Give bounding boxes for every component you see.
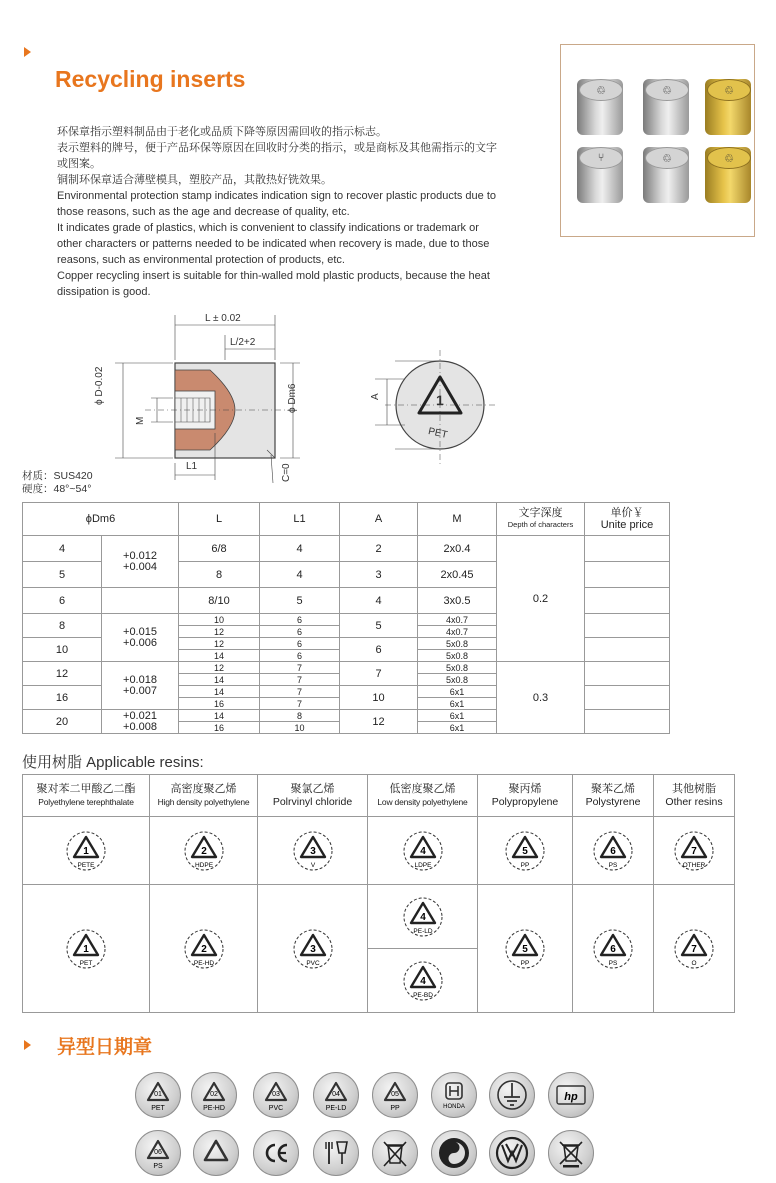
hardness-line: 硬度：48°~54° — [22, 483, 92, 495]
material-line: 材质：SUS420 — [22, 470, 93, 482]
col-header-A: A — [340, 503, 418, 536]
table-row — [23, 536, 670, 562]
cell-d: 20 — [23, 710, 102, 734]
resin-cn: 高密度聚乙烯 — [170, 782, 237, 795]
resin-cn: 低密度聚乙烯 — [389, 782, 456, 795]
resin-en: Low density polyethylene — [377, 796, 468, 807]
resins-table — [22, 774, 735, 1013]
cell-d: 6 — [23, 588, 102, 614]
recycle-symbol-icon — [573, 926, 653, 972]
cell-L1: 7 — [260, 686, 340, 698]
resin-cn: 其他树脂 — [672, 782, 716, 795]
resin-header-pvc — [258, 775, 368, 817]
cell-A: 3 — [340, 562, 418, 588]
cell-price[interactable] — [585, 562, 670, 588]
weee-bin-icon — [372, 1130, 418, 1176]
material-note — [22, 470, 93, 496]
cell-L: 8 — [179, 562, 260, 588]
cell-L1: 5 — [260, 588, 340, 614]
symbol-number: 4 — [419, 911, 426, 923]
cell-L: 8/10 — [179, 588, 260, 614]
stamp-label: PS — [153, 1163, 163, 1170]
cell-L: 16 — [179, 698, 260, 710]
resin-cell — [23, 885, 150, 1013]
cell-price[interactable] — [585, 588, 670, 614]
cell-M: 6x1 — [418, 698, 497, 710]
cell-d: 5 — [23, 562, 102, 588]
cell-M: 3x0.5 — [418, 588, 497, 614]
resin-header-hdpe — [150, 775, 258, 817]
resin-header-pp — [478, 775, 573, 817]
recycle-icon: ♲ — [707, 79, 751, 101]
resin-cell — [258, 885, 368, 1013]
cell-L: 12 — [179, 638, 260, 650]
cell-A: 6 — [340, 638, 418, 662]
symbol-number: 2 — [200, 943, 207, 955]
resin-cell — [23, 817, 150, 885]
cell-A: 10 — [340, 686, 418, 710]
cell-L1: 7 — [260, 698, 340, 710]
cell-A: 12 — [340, 710, 418, 734]
recycle-symbol-icon — [654, 926, 734, 972]
dim-L1-label: L1 — [186, 461, 198, 472]
cell-d: 10 — [23, 638, 102, 662]
cell-M: 2x0.45 — [418, 562, 497, 588]
cell-tol: +0.015 +0.006 — [102, 614, 179, 662]
table-row — [23, 662, 670, 674]
resin-header-ps — [573, 775, 654, 817]
cell-L1: 10 — [260, 722, 340, 734]
insert-steel — [643, 79, 689, 135]
symbol-number: 6 — [610, 943, 616, 955]
swirl-logo-icon — [431, 1130, 477, 1176]
col-header-L1: L1 — [260, 503, 340, 536]
cell-M: 5x0.8 — [418, 638, 497, 650]
cell-price[interactable] — [585, 710, 670, 734]
insert-steel — [577, 79, 623, 135]
cell-M: 4x0.7 — [418, 626, 497, 638]
cell-L1: 4 — [260, 562, 340, 588]
resin-en: High density polyethylene — [157, 796, 250, 807]
resin-en: Polyethylene terephthalate — [38, 796, 134, 807]
cell-L: 14 — [179, 710, 260, 722]
symbol-number: 5 — [522, 943, 528, 955]
symbol-label: PVC — [305, 959, 320, 967]
cell-L: 16 — [179, 722, 260, 734]
honda-logo-icon — [431, 1072, 477, 1118]
food-safe-icon: ⑂ — [579, 147, 623, 169]
recycle-triangle-icon — [193, 1130, 239, 1176]
recycle-icon: ♲ — [645, 79, 689, 101]
weee-bin-icon — [548, 1130, 594, 1176]
cell-M: 6x1 — [418, 686, 497, 698]
stamp-num: 05 — [391, 1091, 399, 1098]
desc-line: 铜制环保章适合薄壁模具，塑胶产品，其散热好铣效果。 — [57, 174, 332, 186]
recycle-symbol-icon — [573, 828, 653, 874]
cell-A: 7 — [340, 662, 418, 686]
depth-cn: 文字深度 — [518, 507, 563, 519]
stamp-label: PVC — [268, 1105, 284, 1112]
technical-drawing — [95, 305, 515, 490]
resin-header-ldpe — [368, 775, 478, 817]
cell-L: 10 — [179, 614, 260, 626]
resin-cell — [150, 817, 258, 885]
resin-header-pet — [23, 775, 150, 817]
resin-cn: 聚对苯二甲酸乙二酯 — [36, 782, 136, 795]
symbol-label: V — [310, 861, 315, 869]
cell-L1: 6 — [260, 650, 340, 662]
recycle-icon: ♲ — [645, 147, 689, 169]
cell-A: 2 — [340, 536, 418, 562]
cell-M: 6x1 — [418, 710, 497, 722]
dim-L2-label: L/2+2 — [230, 337, 256, 348]
resin-cell — [573, 817, 654, 885]
resin-en: Polystyrene — [585, 795, 641, 808]
cell-d: 8 — [23, 614, 102, 638]
insert-steel — [577, 147, 623, 203]
resin-cell — [654, 885, 735, 1013]
desc-line: It indicates grade of plastics, which is convenient to classify indications or trademark or other characters or patterns needed to be indicated when recovery is made, due to those reasons, such as environmental protection of products, etc. — [57, 222, 490, 266]
resin-cn: 聚苯乙烯 — [591, 782, 635, 795]
cell-M: 5x0.8 — [418, 650, 497, 662]
recycle-symbol-icon — [258, 926, 367, 972]
cell-A: 5 — [340, 614, 418, 638]
front-view-number: 1 — [436, 392, 444, 408]
insert-steel — [643, 147, 689, 203]
cell-tol — [102, 588, 179, 614]
stamp-num: 01 — [154, 1091, 162, 1098]
stamp-num: 02 — [210, 1091, 218, 1098]
col-header-depth — [497, 503, 585, 536]
resin-cell — [573, 885, 654, 1013]
recycle-symbol-icon — [478, 926, 572, 972]
symbol-label: HDPE — [194, 861, 213, 869]
cell-A: 4 — [340, 588, 418, 614]
desc-line: Copper recycling insert is suitable for thin-walled mold plastic products, because the heat dissipation is good. — [57, 270, 490, 298]
stamp-num: 06 — [154, 1149, 162, 1156]
cell-price[interactable] — [585, 686, 670, 710]
recycle-icon: ♲ — [707, 147, 751, 169]
symbol-label: PP — [520, 861, 530, 869]
symbol-number: 1 — [83, 943, 89, 955]
symbol-label: PS — [608, 959, 618, 967]
recycle-symbol-icon — [150, 926, 257, 972]
insert-copper — [705, 79, 751, 135]
cell-L1: 8 — [260, 710, 340, 722]
symbol-label: PE-LD — [412, 927, 433, 935]
spec-table — [22, 502, 670, 734]
dim-L-label: L ± 0.02 — [205, 313, 241, 324]
date-stamp-pe-ld — [313, 1072, 359, 1118]
dim-A-label: A — [370, 393, 381, 400]
recycle-symbol-icon — [478, 828, 572, 874]
symbol-number: 3 — [309, 845, 316, 857]
cell-tol: +0.018 +0.007 — [102, 662, 179, 710]
recycle-symbol-icon — [23, 828, 149, 874]
cell-L: 12 — [179, 662, 260, 674]
symbol-number: 1 — [83, 845, 89, 857]
resin-symbol-row — [23, 817, 735, 885]
col-header-dm6: ϕDm6 — [23, 503, 179, 536]
symbol-number: 2 — [200, 845, 207, 857]
resin-header-other — [654, 775, 735, 817]
resins-title: 使用树脂 Applicable resins: — [22, 754, 204, 771]
col-header-L: L — [179, 503, 260, 536]
date-stamp-pet — [135, 1072, 181, 1118]
cell-L: 12 — [179, 626, 260, 638]
cell-d: 4 — [23, 536, 102, 562]
cell-M: 6x1 — [418, 722, 497, 734]
recycle-icon: ♲ — [579, 79, 623, 101]
resin-cell — [368, 817, 478, 885]
symbol-label: OTHER — [682, 861, 706, 869]
resin-cell — [478, 817, 573, 885]
desc-line: Environmental protection stamp indicates indication sign to recover plastic products due to those reasons, such as the age and decrease of quality, etc. — [57, 190, 497, 218]
cell-M: 5x0.8 — [418, 674, 497, 686]
symbol-number: 7 — [691, 845, 697, 857]
stamp-num: 04 — [332, 1091, 340, 1098]
stamp-label: PP — [390, 1105, 400, 1112]
recycle-symbol-icon — [654, 828, 734, 874]
cell-price[interactable] — [585, 536, 670, 562]
desc-line: 环保章指示塑料制品由于老化或品质下降等原因需回收的指示标志。 — [57, 126, 387, 138]
stamp-label: PE-LD — [325, 1105, 347, 1112]
symbol-number: 5 — [522, 845, 528, 857]
symbol-number: 6 — [610, 845, 616, 857]
resin-cell — [368, 949, 478, 1013]
stamp-label: PET — [151, 1105, 165, 1112]
symbol-number: 7 — [691, 943, 697, 955]
cell-L1: 6 — [260, 638, 340, 650]
description — [57, 124, 497, 300]
ground-symbol-icon — [489, 1072, 535, 1118]
desc-line: 表示塑料的牌号，便于产品环保等原因在回收时分类的指示，或是商标及其他需指示的文字或图案。 — [57, 142, 497, 170]
resin-cell — [368, 885, 478, 949]
resin-cell — [654, 817, 735, 885]
front-view-text: PET — [427, 426, 449, 441]
section-arrow-icon — [24, 47, 31, 57]
cell-d: 12 — [23, 662, 102, 686]
stamp-label: hp — [564, 1091, 578, 1103]
hp-logo-icon — [548, 1072, 594, 1118]
recycle-symbol-icon — [23, 926, 149, 972]
cell-M: 5x0.8 — [418, 662, 497, 674]
symbol-number: 4 — [419, 845, 426, 857]
recycle-symbol-icon — [368, 828, 477, 874]
recycle-symbol-icon — [150, 828, 257, 874]
cell-price[interactable] — [585, 662, 670, 686]
cell-depth: 0.3 — [497, 662, 585, 734]
symbol-label: PETE — [77, 861, 95, 869]
stamp-label: HONDA — [443, 1104, 465, 1110]
col-header-price — [585, 503, 670, 536]
cell-depth: 0.2 — [497, 536, 585, 662]
date-stamp-ps — [135, 1130, 181, 1176]
cell-L: 14 — [179, 674, 260, 686]
symbol-number: 4 — [419, 975, 426, 987]
vw-logo-icon — [489, 1130, 535, 1176]
cell-tol: +0.012 +0.004 — [102, 536, 179, 588]
symbol-label: PET — [79, 959, 93, 967]
cell-L: 14 — [179, 650, 260, 662]
price-cn: 单价￥ — [610, 507, 644, 519]
cell-price[interactable] — [585, 614, 670, 638]
section2-title: 异型日期章 — [57, 1037, 153, 1058]
resin-en: Polypropylene — [491, 795, 559, 808]
recycle-symbol-icon — [368, 958, 477, 1004]
dim-Dm6-label: ϕ Dm6 — [287, 383, 298, 413]
symbol-label: O — [691, 959, 697, 967]
date-stamp-pe-hd — [191, 1072, 237, 1118]
resin-symbol-row — [23, 885, 735, 949]
cell-L1: 6 — [260, 626, 340, 638]
section-arrow-icon — [24, 1040, 31, 1050]
resin-cell — [258, 817, 368, 885]
cell-L1: 7 — [260, 674, 340, 686]
price-en: Unite price — [600, 519, 654, 531]
ce-mark-icon — [253, 1130, 299, 1176]
resin-cell — [478, 885, 573, 1013]
cell-tol: +0.021 +0.008 — [102, 710, 179, 734]
date-stamp-pp — [372, 1072, 418, 1118]
resin-cell — [150, 885, 258, 1013]
dim-C-label: C=0 — [281, 463, 292, 482]
cell-L: 14 — [179, 686, 260, 698]
cell-L1: 4 — [260, 536, 340, 562]
cell-L: 6/8 — [179, 536, 260, 562]
resin-cn: 聚氯乙烯 — [290, 782, 335, 795]
resin-en: Polrvinyl chloride — [272, 795, 353, 808]
symbol-label: PE-HD — [193, 959, 214, 967]
col-header-M: M — [418, 503, 497, 536]
dim-D-label: ϕ D-0.02 — [94, 366, 105, 405]
recycle-symbol-icon — [368, 894, 477, 940]
stamp-num: 03 — [272, 1091, 280, 1098]
cell-L1: 7 — [260, 662, 340, 674]
product-photo — [560, 44, 755, 237]
symbol-label: LDPE — [414, 861, 431, 869]
cell-L1: 6 — [260, 614, 340, 626]
page-title: Recycling inserts — [55, 66, 246, 92]
depth-en: Depth of characters — [507, 520, 574, 529]
symbol-label: PE-BD — [412, 991, 433, 999]
stamp-label: PE-HD — [203, 1105, 225, 1112]
resin-en: Other resins — [665, 795, 723, 808]
food-safe-icon — [313, 1130, 359, 1176]
cell-M: 2x0.4 — [418, 536, 497, 562]
resin-cn: 聚丙烯 — [508, 782, 542, 795]
insert-copper — [705, 147, 751, 203]
date-stamp-pvc — [253, 1072, 299, 1118]
cell-d: 16 — [23, 686, 102, 710]
symbol-label: PS — [608, 861, 618, 869]
symbol-number: 3 — [309, 943, 316, 955]
cell-M: 4x0.7 — [418, 614, 497, 626]
recycle-symbol-icon — [258, 828, 367, 874]
dim-M-label: M — [135, 416, 146, 425]
symbol-label: PP — [520, 959, 530, 967]
cell-price[interactable] — [585, 638, 670, 662]
